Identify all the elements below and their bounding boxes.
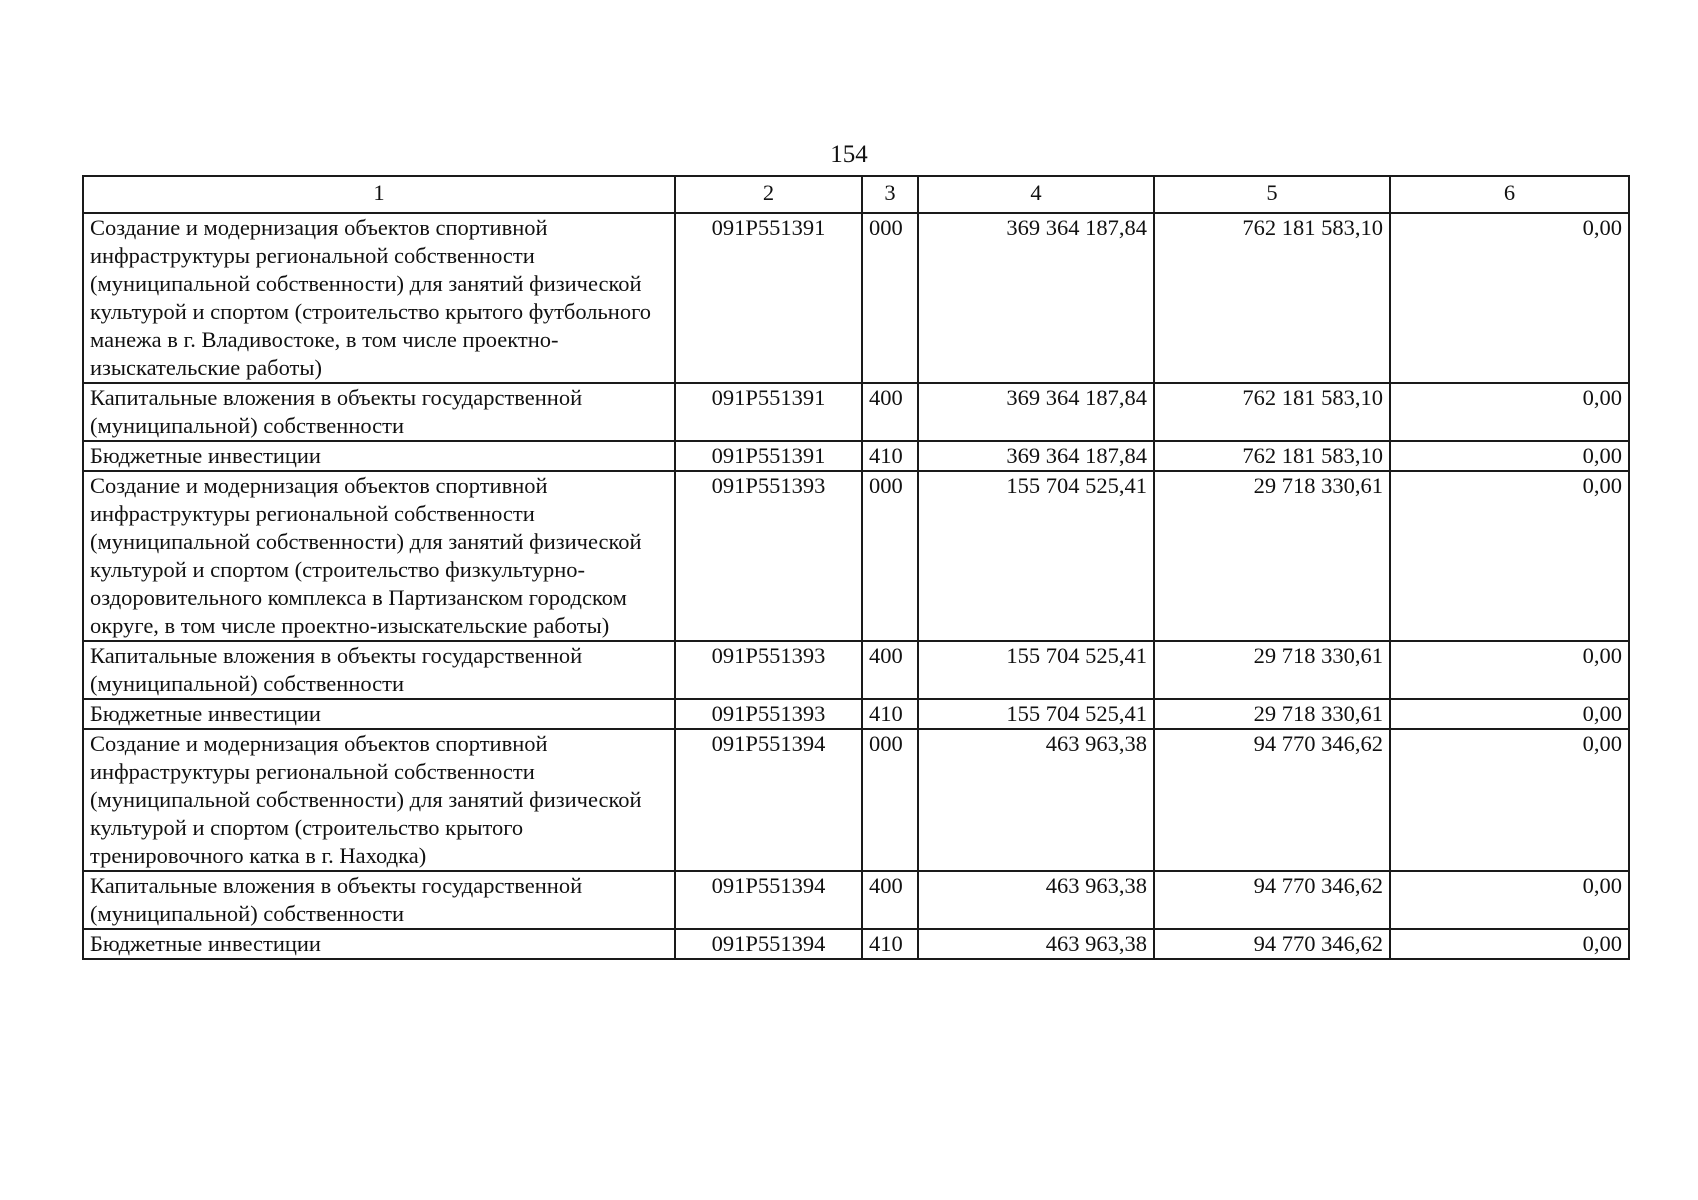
row-col6: 0,00 [1390, 641, 1629, 699]
row-name: Бюджетные инвестиции [83, 699, 675, 729]
table-row [83, 729, 1629, 871]
header-col-2: 2 [675, 176, 862, 213]
row-name: Капитальные вложения в объекты государственной (муниципальной) собственности [83, 383, 675, 441]
row-col5: 762 181 583,10 [1154, 441, 1390, 471]
row-col5: 29 718 330,61 [1154, 471, 1390, 641]
row-name: Бюджетные инвестиции [83, 929, 675, 959]
table-row [83, 441, 1629, 471]
row-col5: 29 718 330,61 [1154, 699, 1390, 729]
row-col4: 463 963,38 [918, 929, 1154, 959]
table-row [83, 471, 1629, 641]
row-type: 000 [862, 213, 918, 383]
row-col4: 369 364 187,84 [918, 213, 1154, 383]
row-name: Бюджетные инвестиции [83, 441, 675, 471]
row-col4: 369 364 187,84 [918, 383, 1154, 441]
row-col4: 155 704 525,41 [918, 471, 1154, 641]
row-col6: 0,00 [1390, 383, 1629, 441]
row-code: 091P551394 [675, 929, 862, 959]
row-name: Создание и модернизация объектов спортивной инфраструктуры региональной собственности (муниципальной собственности) для занятий физической культурой и спортом (строительство физкультурно-оздоровительного комплекса в Партизанском городском округе, в том числе проектно-изыскательские работы) [83, 471, 675, 641]
row-col6: 0,00 [1390, 729, 1629, 871]
row-col6: 0,00 [1390, 471, 1629, 641]
table-row [83, 699, 1629, 729]
page-number: 154 [830, 141, 868, 168]
table-row [83, 383, 1629, 441]
row-col6: 0,00 [1390, 929, 1629, 959]
row-type: 410 [862, 441, 918, 471]
row-col6: 0,00 [1390, 699, 1629, 729]
row-col6: 0,00 [1390, 213, 1629, 383]
row-code: 091P551391 [675, 383, 862, 441]
row-type: 000 [862, 471, 918, 641]
header-col-4: 4 [918, 176, 1154, 213]
row-col5: 762 181 583,10 [1154, 213, 1390, 383]
row-col6: 0,00 [1390, 441, 1629, 471]
row-code: 091P551393 [675, 699, 862, 729]
row-col5: 94 770 346,62 [1154, 871, 1390, 929]
row-name: Капитальные вложения в объекты государственной (муниципальной) собственности [83, 641, 675, 699]
row-type: 400 [862, 641, 918, 699]
row-code: 091P551393 [675, 641, 862, 699]
table-row [83, 871, 1629, 929]
row-code: 091P551393 [675, 471, 862, 641]
row-col4: 155 704 525,41 [918, 641, 1154, 699]
row-col5: 762 181 583,10 [1154, 383, 1390, 441]
header-col-3: 3 [862, 176, 918, 213]
header-row [83, 176, 1629, 213]
row-col6: 0,00 [1390, 871, 1629, 929]
header-col-1: 1 [83, 176, 675, 213]
row-type: 400 [862, 871, 918, 929]
row-col5: 94 770 346,62 [1154, 929, 1390, 959]
row-type: 400 [862, 383, 918, 441]
row-code: 091P551391 [675, 441, 862, 471]
row-code: 091P551394 [675, 729, 862, 871]
table-row [83, 929, 1629, 959]
table-row [83, 213, 1629, 383]
header-col-5: 5 [1154, 176, 1390, 213]
row-col4: 155 704 525,41 [918, 699, 1154, 729]
row-name: Создание и модернизация объектов спортивной инфраструктуры региональной собственности (муниципальной собственности) для занятий физической культурой и спортом (строительство крытого футбольного манежа в г. Владивостоке, в том числе проектно-изыскательские работы) [83, 213, 675, 383]
row-type: 410 [862, 699, 918, 729]
row-code: 091P551391 [675, 213, 862, 383]
budget-table [82, 175, 1630, 960]
row-name: Капитальные вложения в объекты государственной (муниципальной) собственности [83, 871, 675, 929]
row-col5: 94 770 346,62 [1154, 729, 1390, 871]
row-col4: 463 963,38 [918, 729, 1154, 871]
row-type: 000 [862, 729, 918, 871]
row-code: 091P551394 [675, 871, 862, 929]
row-col4: 369 364 187,84 [918, 441, 1154, 471]
table-row [83, 641, 1629, 699]
row-type: 410 [862, 929, 918, 959]
row-col5: 29 718 330,61 [1154, 641, 1390, 699]
row-col4: 463 963,38 [918, 871, 1154, 929]
row-name: Создание и модернизация объектов спортивной инфраструктуры региональной собственности (муниципальной собственности) для занятий физической культурой и спортом (строительство крытого тренировочного катка в г. Находка) [83, 729, 675, 871]
header-col-6: 6 [1390, 176, 1629, 213]
